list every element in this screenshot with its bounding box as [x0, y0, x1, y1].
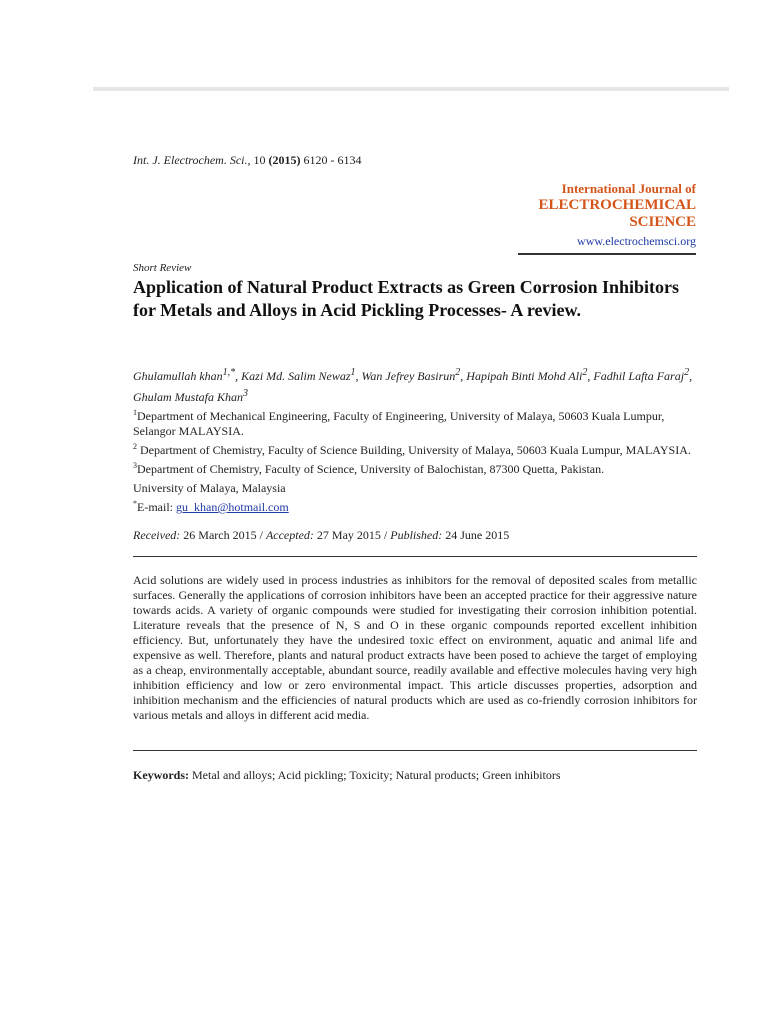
abstract-top-rule — [133, 556, 697, 557]
article-type: Short Review — [133, 262, 192, 274]
author: Ghulamullah khan$^{1,*}$, — [133, 367, 242, 383]
affiliation: $^1$Department of Mechanical Engineering, Faculty of Engineering, University of Malaya, 50603 Kuala Lumpur, Selangor MALAYSIA. — [133, 408, 665, 438]
journal-name-line2: ELECTROCHEMICAL — [538, 197, 696, 213]
author: Fadhil Lafta Faraj$^2$, — [593, 367, 693, 383]
author: Wan Jefrey Basirun$^2$, — [361, 367, 467, 383]
email-link[interactable]: gu_khan@hotmail.com — [176, 500, 289, 514]
page-top-rule — [93, 87, 729, 91]
journal-name-line1: International Journal of — [561, 181, 696, 196]
affiliations — [133, 405, 698, 515]
corresponding-email: *E-mail: gu_khan@hotmail.com — [133, 499, 289, 514]
citation-pages: 6120 - 6134 — [303, 153, 362, 167]
journal-logo-block — [518, 181, 696, 255]
citation-year: (2015) — [268, 153, 301, 167]
paper-title: Application of Natural Product Extracts as Green Corrosion Inhibitors for Metals and Alloys in Acid Pickling Processes- A review. — [133, 277, 680, 320]
citation-journal: Int. J. Electrochem. Sci., — [133, 153, 251, 167]
author: Kazi Md. Salim Newaz$^1$, — [241, 367, 362, 383]
keywords — [133, 768, 697, 783]
journal-citation — [133, 153, 362, 168]
abstract-bottom-rule — [133, 750, 697, 751]
affiliation: University of Malaya, Malaysia — [133, 481, 286, 495]
journal-name-line3: SCIENCE — [629, 214, 696, 230]
keywords-text: Metal and alloys; Acid pickling; Toxicity; Natural products; Green inhibitors — [189, 768, 561, 782]
keywords-label: Keywords: — [133, 768, 189, 782]
citation-volume: 10 — [253, 153, 266, 167]
affiliation: $^2$ Department of Chemistry, Faculty of Science Building, University of Malaya, 50603 Kuala Lumpur, MALAYSIA. — [133, 442, 691, 457]
journal-url-link[interactable]: www.electrochemsci.org — [577, 234, 696, 248]
abstract: Acid solutions are widely used in process industries as inhibitors for the removal of deposited scales from metallic surfaces. Generally the applications of corrosion inhibitors have been an accepted practice for their aggressive nature towards acids. A variety of organic compounds were studied for investigating their corrosion inhibition potential. Literature reveals that the presence of N, S and O in these organic compounds reported excellent inhibition efficiency. But, unfortunately they have the undesired toxic effect on environment, aquatic and animal life and expensive as well. Therefore, plants and natural product extracts have been posed to achieve the target of employing as a cheap, environmentally acceptable, abundant source, readily available and effective molecules having very high inhibition efficiency and low or zero environmental impact. This article discusses properties, adsorption and inhibition mechanism and the efficiencies of natural products which are used as co-friendly corrosion inhibitors for various metals and alloys in different acid media. — [133, 573, 697, 722]
author-list — [133, 364, 698, 406]
affiliation: $^3$Department of Chemistry, Faculty of Science, University of Balochistan, 87300 Quetta, Pakistan. — [133, 461, 605, 476]
publication-dates: Received: 26 March 2015 / Accepted: 27 May 2015 / Published: 24 June 2015 — [133, 528, 510, 542]
author: Hapipah Binti Mohd Ali$^2$, — [466, 367, 594, 383]
author: Ghulam Mustafa Khan$^3$ — [133, 388, 249, 404]
